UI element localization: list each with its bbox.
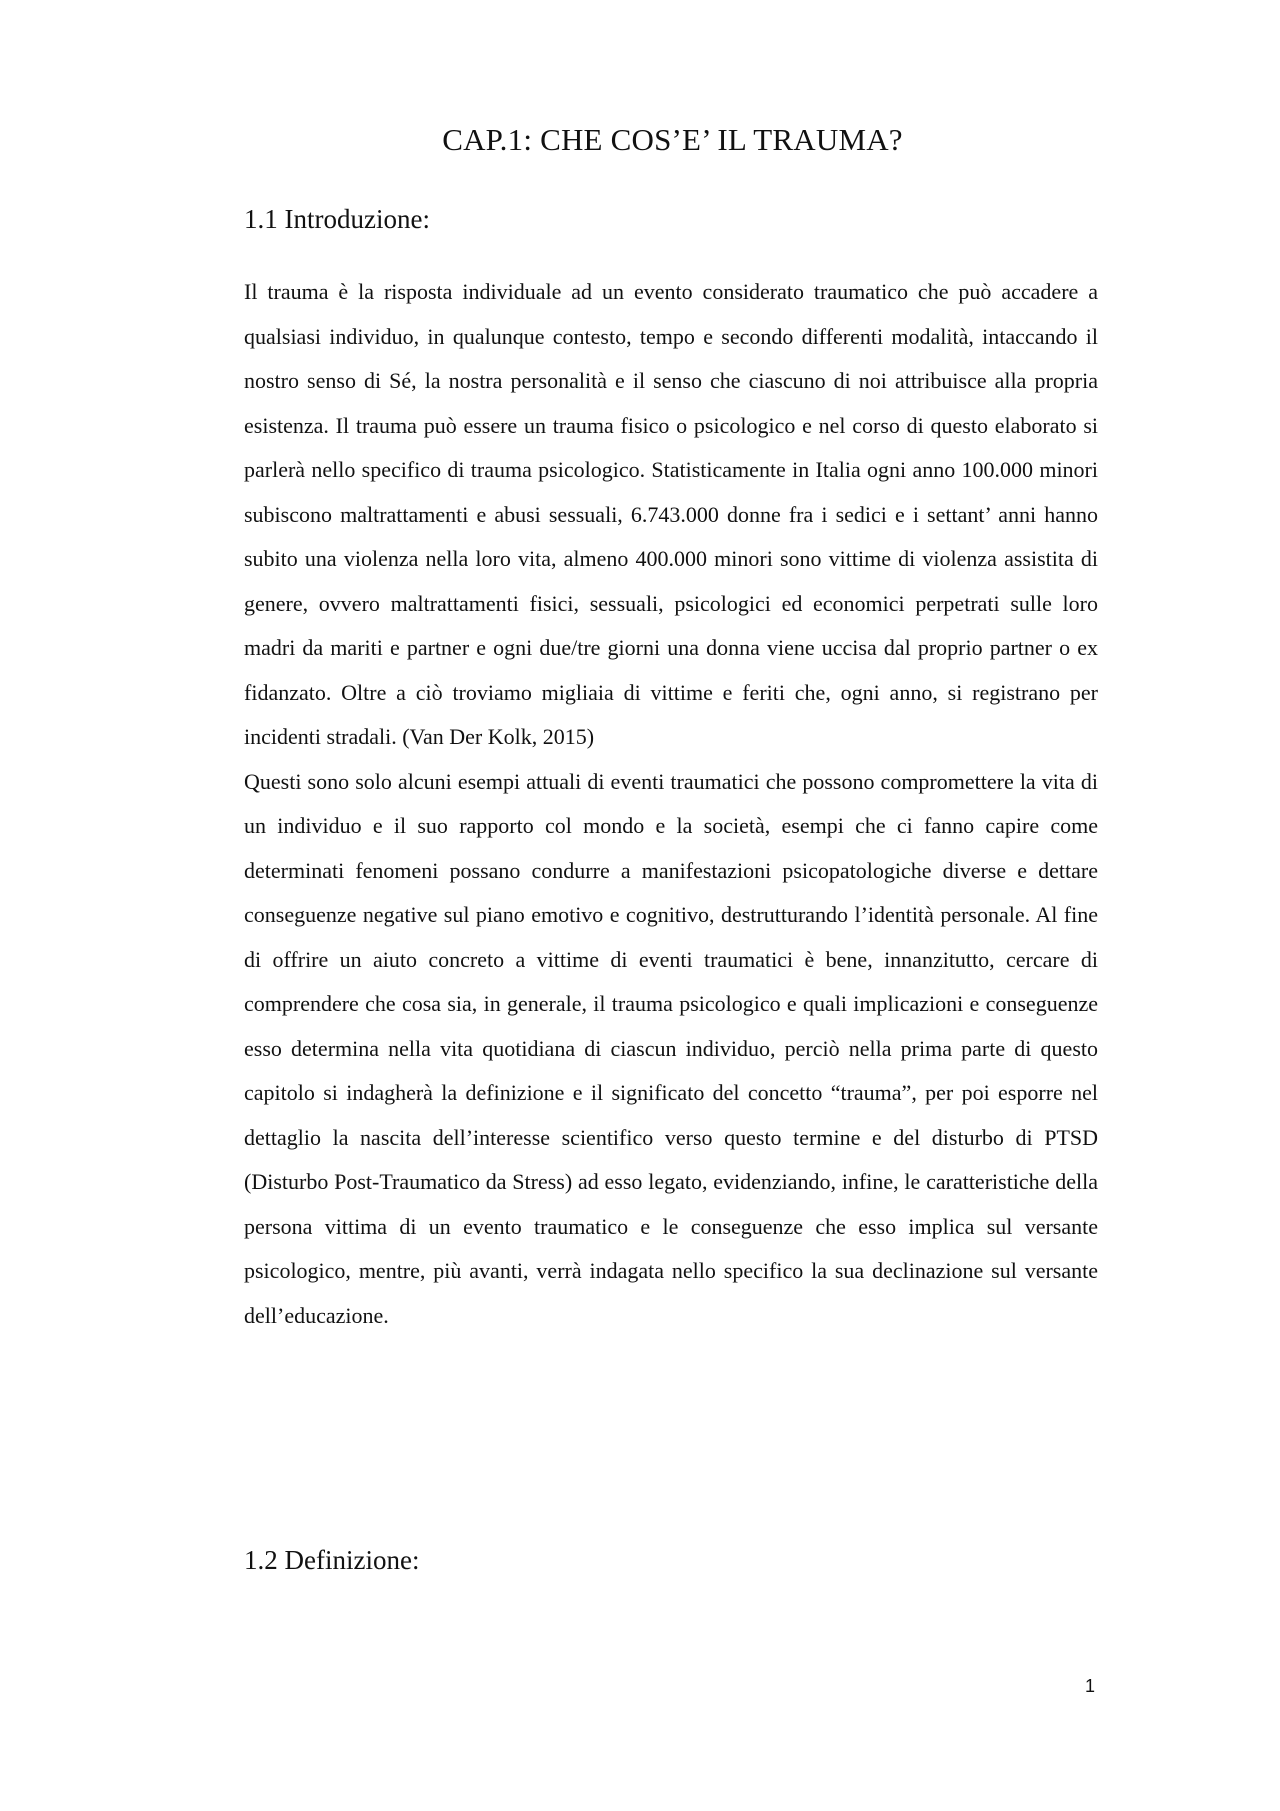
chapter-title: CAP.1: CHE COS’E’ IL TRAUMA? — [442, 122, 903, 157]
paragraph: Il trauma è la risposta individuale ad un evento considerato traumatico che può accadere a qualsiasi individuo, in qualunque contesto, tempo e secondo differenti modalità, intaccando il nostro senso di Sé, la nostra personalità e il senso che ciascuno di noi attribuisce alla propria esistenza. Il trauma può essere un trauma fisico o psicologico e nel corso di questo elaborato si parlerà nello specifico di trauma psicologico. Statisticamente in Italia ogni anno 100.000 minori subiscono maltrattamenti e abusi sessuali, 6.743.000 donne fra i sedici e i settant’ anni hanno subito una violenza nella loro vita, almeno 400.000 minori sono vittime di violenza assistita di genere, ovvero maltrattamenti fisici, sessuali, psicologici ed economici perpetrati sulle loro madri da mariti e partner e ogni due/tre giorni una donna viene uccisa dal proprio partner o ex fidanzato. Oltre a ciò troviamo migliaia di vittime e feriti che, ogni anno, si registrano per incidenti stradali. (Van Der Kolk, 2015) — [244, 279, 1098, 749]
page-number: 1 — [1084, 1676, 1095, 1696]
section-heading-introduzione: 1.1 Introduzione: — [244, 204, 430, 234]
section-heading-definizione: 1.2 Definizione: — [244, 1545, 420, 1575]
body-text — [244, 270, 1098, 1338]
paragraph: Questi sono solo alcuni esempi attuali di eventi traumatici che possono compromettere la vita di un individuo e il suo rapporto col mondo e la società, esempi che ci fanno capire come determinati fenomeni possano condurre a manifestazioni psicopatologiche diverse e dettare conseguenze negative sul piano emotivo e cognitivo, destrutturando l’identità personale. Al fine di offrire un aiuto concreto a vittime di eventi traumatici è bene, innanzitutto, cercare di comprendere che cosa sia, in generale, il trauma psicologico e quali implicazioni e conseguenze esso determina nella vita quotidiana di ciascun individuo, perciò nella prima parte di questo capitolo si indagherà la definizione e il significato del concetto “trauma”, per poi esporre nel dettaglio la nascita dell’interesse scientifico verso questo termine e del disturbo di PTSD (Disturbo Post-Traumatico da Stress) ad esso legato, evidenziando, infine, le caratteristiche della persona vittima di un evento traumatico e le conseguenze che esso implica sul versante psicologico, mentre, più avanti, verrà indagata nello specifico la sua declinazione sul versante dell’educazione. — [244, 768, 1098, 1328]
